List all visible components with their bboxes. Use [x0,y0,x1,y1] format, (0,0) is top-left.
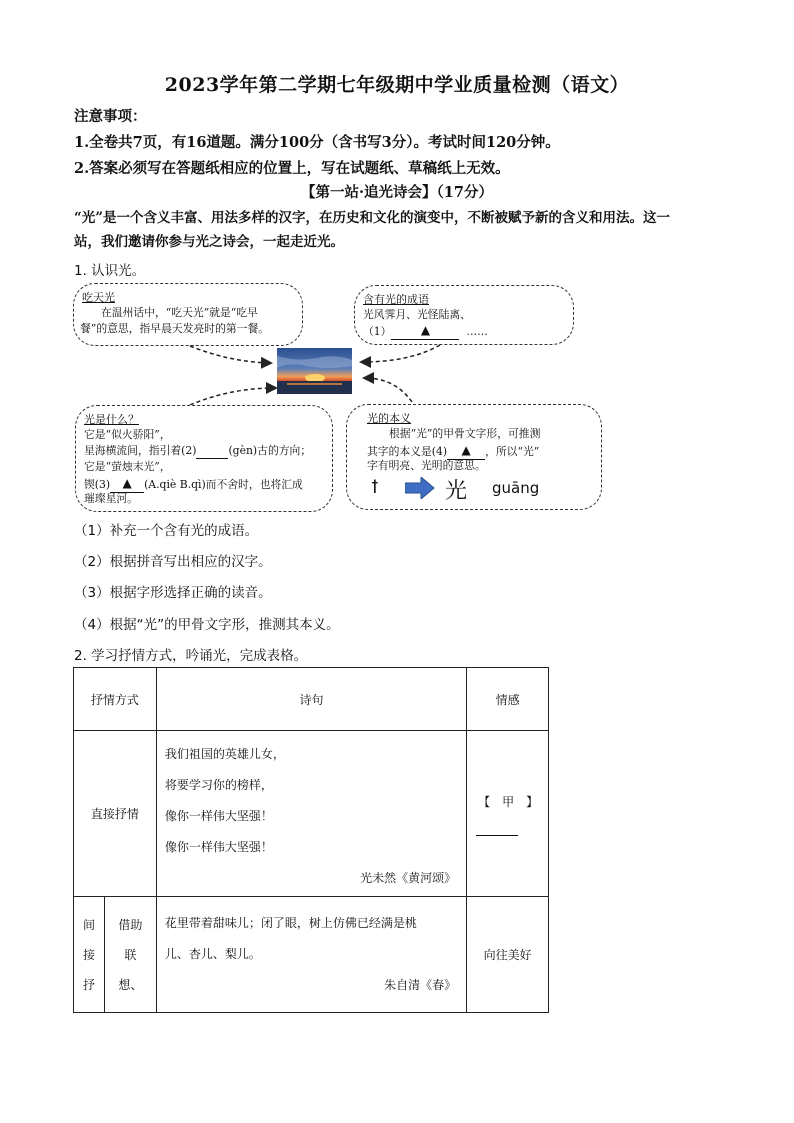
note-item-2: 2.答案必须写在答题纸相应的位置上，写在试题纸、草稿纸上无效。 [74,160,510,177]
method-char: 接 [82,947,95,962]
emotion-cell [467,731,549,897]
bubble-text [84,443,311,459]
bubble-title: 吃天光 [82,291,115,304]
poem-source: 光未然《黄河颂》 [360,871,457,885]
blank-label: 星海横流间，指引着(2) [84,444,197,457]
oracle-bone-glyph: ꝉ [371,477,379,498]
header-emotion: 情感 [467,668,549,731]
sub-question-4: （4）根据“光”的甲骨文字形，推测其本义。 [74,617,340,633]
ellipsis: …… [466,325,488,338]
notes-heading: 注意事项： [74,108,147,125]
header-poem: 诗句 [156,668,466,731]
method-indirect [74,897,105,1013]
table-row [74,897,549,1013]
poem-cell [156,731,466,897]
arrow-bottom-left [190,388,275,405]
sub-question-2: （2）根据拼音写出相应的汉字。 [74,554,272,570]
bubble-title: 光是什么？ [84,413,139,426]
poem-line: 像你一样伟大坚强！ [164,840,273,854]
sub-question-3: （3）根据字形选择正确的读音。 [74,585,272,601]
answer-blank-2[interactable] [196,458,228,459]
poem-line: 将要学习你的榜样， [164,778,273,792]
bubble-text: 璀璨星河。 [84,492,138,505]
poem-source: 朱自清《春》 [384,978,457,992]
triangle-marker: ▲ [461,443,471,457]
poem-line: 我们祖国的英雄儿女， [164,747,285,761]
pinyin-label: guāng [492,479,540,497]
table-row [74,731,549,897]
modern-character: 光 [445,479,468,504]
exam-title: 2023学年第二学期七年级期中学业质量检测（语文） [164,74,630,96]
bubble-title: 含有光的成语 [363,293,429,306]
lyric-method-table [73,667,549,1013]
arrow-bottom-right [365,378,412,402]
arrow-top-left [190,346,270,363]
bubble-text: 字有明亮、光明的意思。 [367,459,486,472]
method-char: 抒 [82,977,95,992]
bubble-what-is-light [75,405,333,512]
blue-arrow-icon [405,477,435,499]
sub-question-1: （1）补充一个含有光的成语。 [74,523,259,539]
method-char: 借助 [118,917,143,932]
reading-options: (A.qiè B.qì)而不舍时，也将汇成 [144,478,303,491]
bubble-title: 光的本义 [367,412,411,425]
blank-label: （1） [363,325,392,338]
bubble-text: 它是“似火骄阳”， [84,428,171,441]
poem-line: 花里带着甜味儿；闭了眼，树上仿佛已经满是桃 [164,916,417,930]
section-heading: 【第一站·追光诗会】（17分） [301,184,493,201]
bubble-text: 餐”的意思，指早晨天发亮时的第一餐。 [80,322,270,335]
section-intro-line-1: “光”是一个含义丰富、用法多样的汉字，在历史和文化的演变中，不断被赋予新的含义和用法。这一 [74,210,671,226]
method-char: 联 [124,947,137,962]
method-char: 想、 [118,977,143,992]
question-1-stem: 1. 认识光。 [74,263,146,279]
triangle-marker: ▲ [122,476,132,490]
answer-blank-jia[interactable] [476,835,518,836]
bubble-original-meaning [346,404,602,510]
note-item-1: 1.全卷共7页，有16道题。满分100分（含书写3分）。考试时间120分钟。 [74,134,560,151]
table-header-row [74,668,549,731]
blank-label: 锲(3) [84,478,111,491]
method-association [104,897,156,1013]
emotion-cell: 向往美好 [467,897,549,1013]
bubble-text-tail: ，所以“光” [485,445,540,458]
header-method: 抒情方式 [74,668,157,731]
bubble-text: 光风霁月、光怪陆离、 [363,308,471,321]
poem-line: 儿、杏儿、梨儿。 [164,947,261,961]
bubble-text: 根据“光”的甲骨文字形，可推测 [389,427,541,440]
blank-label: 其字的本义是(4) [367,445,448,458]
bubble-text: 它是“萤烛末光”， [84,460,171,473]
method-direct: 直接抒情 [74,731,157,897]
triangle-marker: ▲ [420,323,431,337]
poem-line: 像你一样伟大坚强！ [164,809,273,823]
bubble-text: 在温州话中，“吃天光”就是“吃早 [101,306,258,319]
section-intro-line-2: 站，我们邀请你参与光之诗会，一起走近光。 [74,234,344,250]
question-2-stem: 2. 学习抒情方式，吟诵光，完成表格。 [74,648,308,664]
arrow-top-right [362,345,440,362]
pinyin-hint: (gèn)古的方向； [228,444,312,457]
method-char: 间 [82,917,95,932]
emotion-label-jia: 【 甲 】 [478,795,539,809]
poem-cell [156,897,466,1013]
